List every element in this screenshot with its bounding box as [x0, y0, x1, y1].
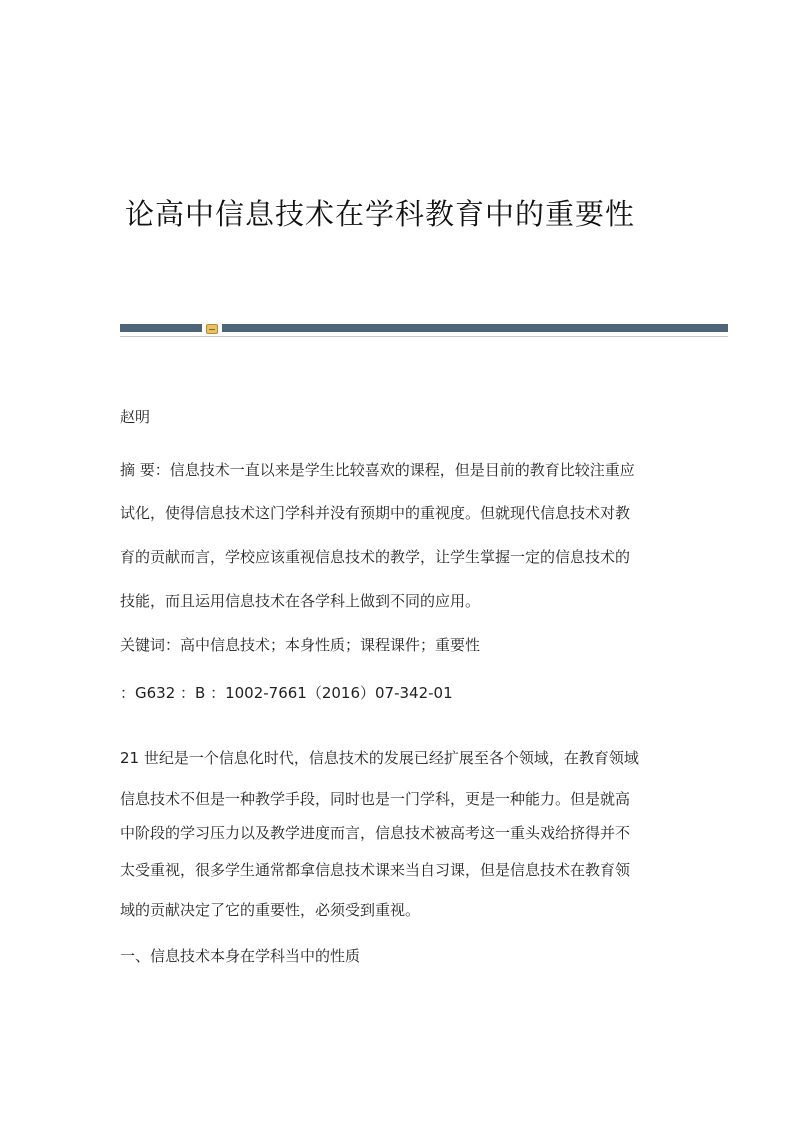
intro-line: 域的贡献决定了它的重要性，必须受到重视。 — [120, 901, 421, 919]
classification-info: ：G632 ：B ：1002-7661（2016）07-342-01 — [120, 684, 453, 702]
divider-rule — [120, 336, 728, 337]
intro-line: 中阶段的学习压力以及教学进度而言，信息技术被高考这一重头戏给挤得并不 — [120, 824, 631, 842]
title-divider — [120, 324, 728, 342]
divider-bar-right — [222, 324, 728, 332]
divider-bar-left — [120, 324, 202, 332]
abstract-line: 摘 要：信息技术一直以来是学生比较喜欢的课程，但是目前的教育比较注重应 — [120, 461, 635, 479]
book-icon — [206, 324, 218, 334]
intro-line: 21 世纪是一个信息化时代，信息技术的发展已经扩展至各个领域，在教育领域 — [120, 749, 639, 767]
abstract-line: 育的贡献而言，学校应该重视信息技术的教学，让学生掌握一定的信息技术的 — [120, 548, 631, 566]
article-title: 论高中信息技术在学科教育中的重要性 — [125, 197, 636, 231]
intro-line: 太受重视，很多学生通常都拿信息技术课来当自习课，但是信息技术在教育领 — [120, 861, 631, 879]
intro-line: 信息技术不但是一种教学手段，同时也是一门学科，更是一种能力。但是就高 — [120, 790, 631, 808]
section-heading: 一、信息技术本身在学科当中的性质 — [120, 947, 361, 965]
keywords: 关键词：高中信息技术；本身性质；课程课件；重要性 — [120, 636, 481, 654]
abstract-line: 试化，使得信息技术这门学科并没有预期中的重视度。但就现代信息技术对教 — [120, 504, 631, 522]
author-name: 赵明 — [120, 408, 151, 426]
abstract-line: 技能，而且运用信息技术在各学科上做到不同的应用。 — [120, 592, 481, 610]
